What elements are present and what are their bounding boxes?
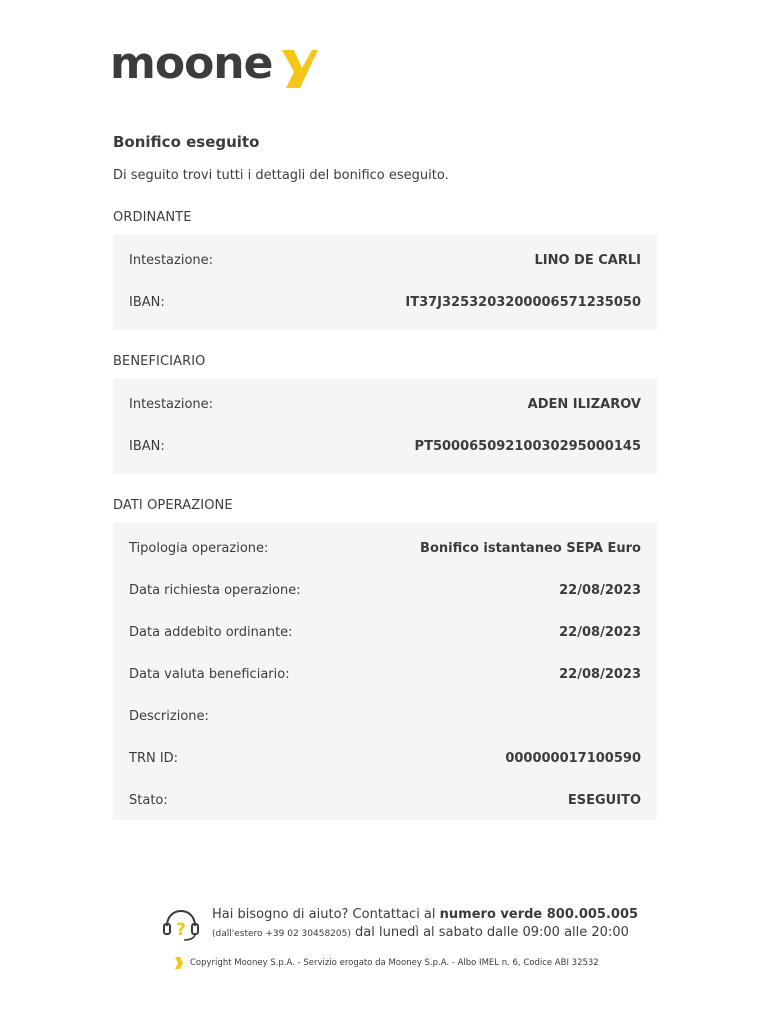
row-key: Intestazione: <box>129 396 214 412</box>
row-key: IBAN: <box>129 294 165 310</box>
row-key: Descrizione: <box>129 708 209 724</box>
row-value: 22/08/2023 <box>559 582 641 598</box>
help-hours: dal lunedì al sabato dalle 09:00 alle 20:00 <box>355 925 629 940</box>
row-key: Data richiesta operazione: <box>129 582 301 598</box>
row-key: TRN ID: <box>129 750 179 766</box>
help-prefix: Hai bisogno di aiuto? Contattaci al <box>212 907 436 922</box>
copyright-text: Copyright Mooney S.p.A. - Servizio erogato da Mooney S.p.A. - Albo IMEL n. 6, Codice ABI 32532 <box>190 958 599 968</box>
operazione-row-trn-id <box>129 748 641 768</box>
svg-text:moone: moone <box>110 42 273 89</box>
row-key: Stato: <box>129 792 168 808</box>
operazione-row-data-addebito <box>129 622 641 642</box>
row-value: IT37J3253203200006571235050 <box>405 294 641 310</box>
operazione-row-stato <box>129 790 641 810</box>
row-value: Bonifico istantaneo SEPA Euro <box>420 540 641 556</box>
beneficiario-panel <box>113 378 657 474</box>
row-key: Data valuta beneficiario: <box>129 666 290 682</box>
help-text <box>212 907 638 922</box>
headset-help-icon <box>162 908 200 942</box>
operazione-row-data-valuta <box>129 664 641 684</box>
beneficiario-row-intestazione <box>129 394 641 414</box>
row-value: LINO DE CARLI <box>534 252 641 268</box>
operazione-row-descrizione <box>129 706 641 726</box>
section-label-beneficiario: BENEFICIARIO <box>113 354 206 369</box>
operazione-panel <box>113 522 657 820</box>
help-block <box>162 906 639 946</box>
row-value: 000000017100590 <box>505 750 641 766</box>
mooney-logo-icon <box>110 42 320 98</box>
ordinante-row-intestazione <box>129 250 641 270</box>
row-value: 22/08/2023 <box>559 624 641 640</box>
row-value: 22/08/2023 <box>559 666 641 682</box>
row-key: Tipologia operazione: <box>129 540 269 556</box>
ordinante-row-iban <box>129 292 641 312</box>
mooney-logo <box>110 42 320 98</box>
row-key: Data addebito ordinante: <box>129 624 293 640</box>
toll-free-number[interactable]: numero verde 800.005.005 <box>439 907 639 922</box>
operazione-row-data-richiesta <box>129 580 641 600</box>
row-value: ADEN ILIZAROV <box>527 396 641 412</box>
chevron-right-icon <box>174 956 184 970</box>
intro-text: Di seguito trovi tutti i dettagli del bonifico eseguito. <box>113 168 449 183</box>
section-label-ordinante: ORDINANTE <box>113 210 192 225</box>
section-label-operazione: DATI OPERAZIONE <box>113 498 233 513</box>
svg-text:?: ? <box>176 920 186 940</box>
row-key: Intestazione: <box>129 252 214 268</box>
row-key: IBAN: <box>129 438 165 454</box>
operazione-row-tipologia <box>129 538 641 558</box>
page-title: Bonifico eseguito <box>113 133 260 151</box>
beneficiario-row-iban <box>129 436 641 456</box>
row-value: ESEGUITO <box>567 792 641 808</box>
row-value: PT50006509210030295000145 <box>414 438 641 454</box>
abroad-number: (dall'estero +39 02 30458205) <box>212 929 351 939</box>
help-hours-line <box>212 925 629 940</box>
ordinante-panel <box>113 234 657 330</box>
copyright-line <box>174 956 599 970</box>
